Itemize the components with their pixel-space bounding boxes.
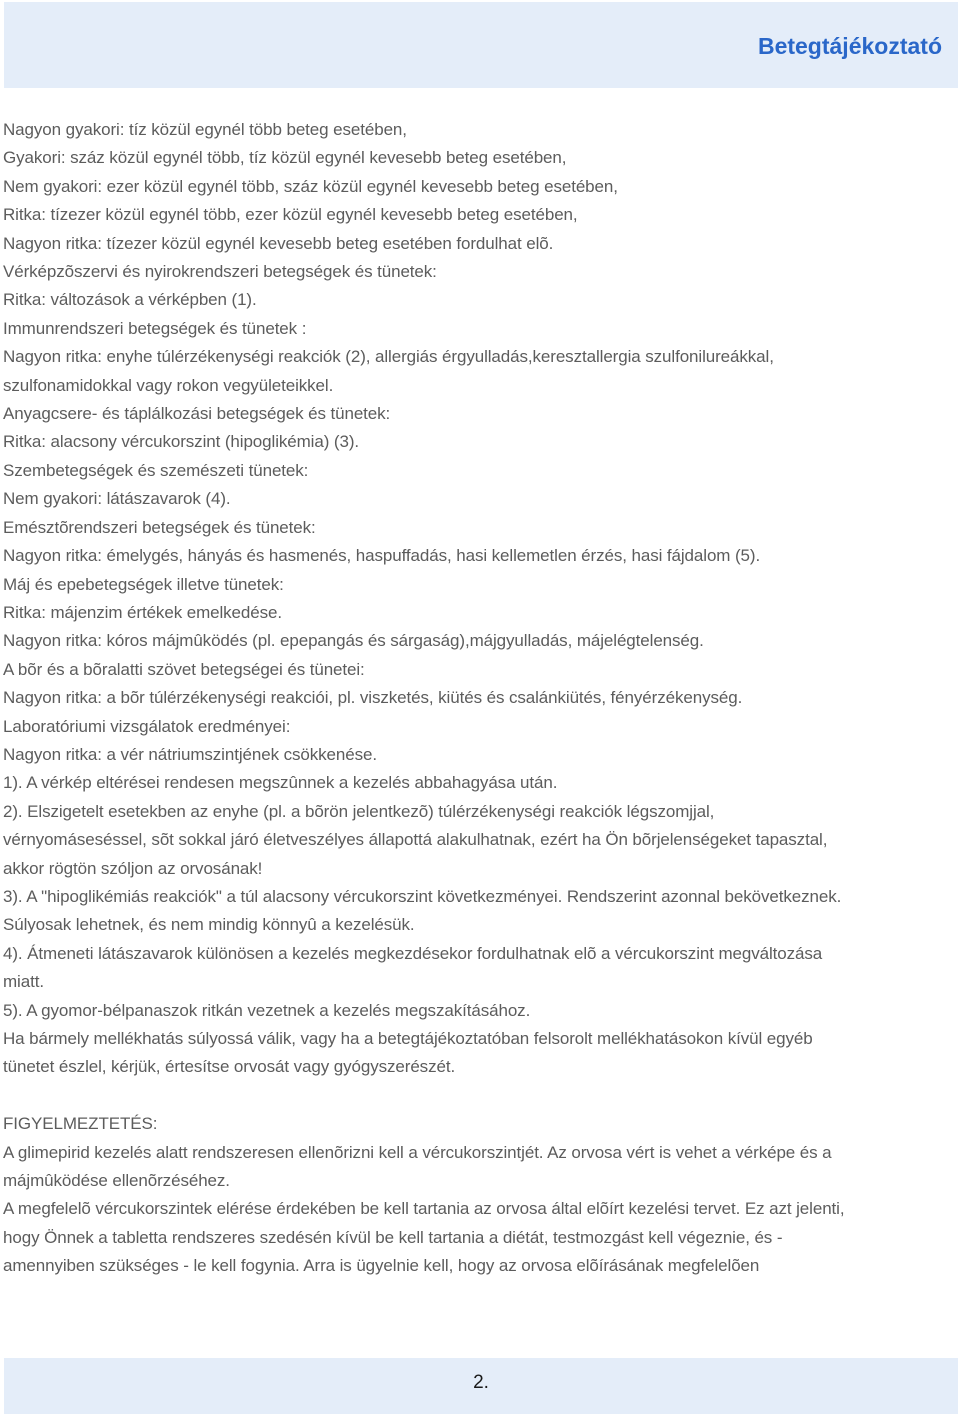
text-line: FIGYELMEZTETÉS: [3, 1114, 158, 1134]
text-line: 2). Elszigetelt esetekben az enyhe (pl. a bõrön jelentkezõ) túlérzékenységi reakciók légszomjjal, [3, 801, 715, 821]
text-line: Nagyon ritka: enyhe túlérzékenységi reakciók (2), allergiás érgyulladás,keresztallergia szulfonilureákkal, [3, 347, 774, 367]
text-line: májmûködése ellenõrzéséhez. [3, 1171, 230, 1191]
text-line: Ha bármely mellékhatás súlyossá válik, vagy ha a betegtájékoztatóban felsorolt mellékhatásokon kívül egyéb [3, 1029, 813, 1048]
text-line: Vérképzõszervi és nyirokrendszeri betegségek és tünetek: [3, 262, 437, 282]
text-line: Nagyon ritka: a vér nátriumszintjének csökkenése. [3, 744, 377, 764]
footer-band [4, 1358, 958, 1414]
page-number: 2. [473, 1372, 489, 1393]
text-line: Nem gyakori: látászavarok (4). [3, 489, 231, 509]
text-line: 1). A vérkép eltérései rendesen megszûnnek a kezelés abbahagyása után. [3, 773, 558, 793]
text-line: akkor rögtön szóljon az orvosának! [3, 858, 263, 878]
text-line: hogy Önnek a tabletta rendszeres szedésén kívül be kell tartania a diétát, testmozgást kell végeznie, és - [3, 1227, 783, 1247]
text-line: Emésztõrendszeri betegségek és tünetek: [3, 517, 316, 537]
text-line: A megfelelõ vércukorszintek elérése érdekében be kell tartania az orvosa által elõírt kezelési tervet. Ez azt jelenti, [3, 1199, 845, 1219]
text-line: Nagyon gyakori: tíz közül egynél több beteg esetében, [3, 120, 407, 139]
text-line: A glimepirid kezelés alatt rendszeresen ellenõrizni kell a vércukorszintjét. Az orvosa vért is vehet a vérképe és a [3, 1142, 832, 1162]
text-line: Nagyon ritka: tízezer közül egynél kevesebb beteg esetében fordulhat elõ. [3, 233, 554, 253]
text-line: Nagyon ritka: émelygés, hányás és hasmenés, haspuffadás, hasi kellemetlen érzés, hasi fájdalom (5). [3, 546, 761, 566]
text-line: Ritka: tízezer közül egynél több, ezer közül egynél kevesebb beteg esetében, [3, 205, 578, 225]
text-line: miatt. [3, 972, 44, 992]
text-line: 3). A "hipoglikémiás reakciók" a túl alacsony vércukorszint következményei. Rendszerint azonnal bekövetkeznek. [3, 886, 842, 906]
warning-section [3, 1110, 958, 1280]
text-line: Anyagcsere- és táplálkozási betegségek és tünetek: [3, 404, 391, 424]
side-effects-section [3, 116, 958, 1082]
text-line: Ritka: változások a vérképben (1). [3, 290, 257, 310]
text-line: Ritka: alacsony vércukorszint (hipoglikémia) (3). [3, 432, 360, 452]
text-line: A bõr és a bõralatti szövet betegségei és tünetei: [3, 659, 365, 679]
text-line: Gyakori: száz közül egynél több, tíz közül egynél kevesebb beteg esetében, [3, 148, 567, 168]
text-line: Nagyon ritka: a bõr túlérzékenységi reakciói, pl. viszketés, kiütés és csalánkiütés, fényérzékenység. [3, 688, 743, 708]
text-line: tünetet észlel, kérjük, értesítse orvosát vagy gyógyszerészét. [3, 1057, 456, 1077]
text-line: Nem gyakori: ezer közül egynél több, száz közül egynél kevesebb beteg esetében, [3, 176, 618, 196]
text-line: vérnyomáseséssel, sõt sokkal járó életveszélyes állapottá alakulhatnak, ezért ha Ön bõrjelenségeket tapasztal, [3, 830, 828, 850]
text-line: 4). Átmeneti látászavarok különösen a kezelés megkezdésekor fordulhatnak elõ a vércukorszint megváltozása [3, 943, 823, 963]
text-line: Máj és epebetegségek illetve tünetek: [3, 574, 284, 594]
text-line: Ritka: májenzim értékek emelkedése. [3, 602, 283, 622]
paragraph-gap [3, 1082, 958, 1110]
text-line: Súlyosak lehetnek, és nem mindig könnyû a kezelésük. [3, 915, 415, 935]
text-line: amennyiben szükséges - le kell fogynia. Arra is ügyelnie kell, hogy az orvosa elõírásának megfelelõen [3, 1256, 760, 1276]
header-band [4, 2, 958, 88]
text-line: Szembetegségek és szemészeti tünetek: [3, 460, 309, 480]
text-line: szulfonamidokkal vagy rokon vegyületeikkel. [3, 375, 334, 395]
text-line: Immunrendszeri betegségek és tünetek : [3, 318, 307, 338]
text-line: 5). A gyomor-bélpanaszok ritkán vezetnek a kezelés megszakításához. [3, 1000, 531, 1020]
document-body [3, 116, 958, 1281]
document-title: Betegtájékoztató [757, 33, 942, 59]
text-line: Nagyon ritka: kóros májmûködés (pl. epepangás és sárgaság),májgyulladás, májelégtelenség. [3, 631, 704, 651]
text-line: Laboratóriumi vizsgálatok eredményei: [3, 716, 291, 736]
